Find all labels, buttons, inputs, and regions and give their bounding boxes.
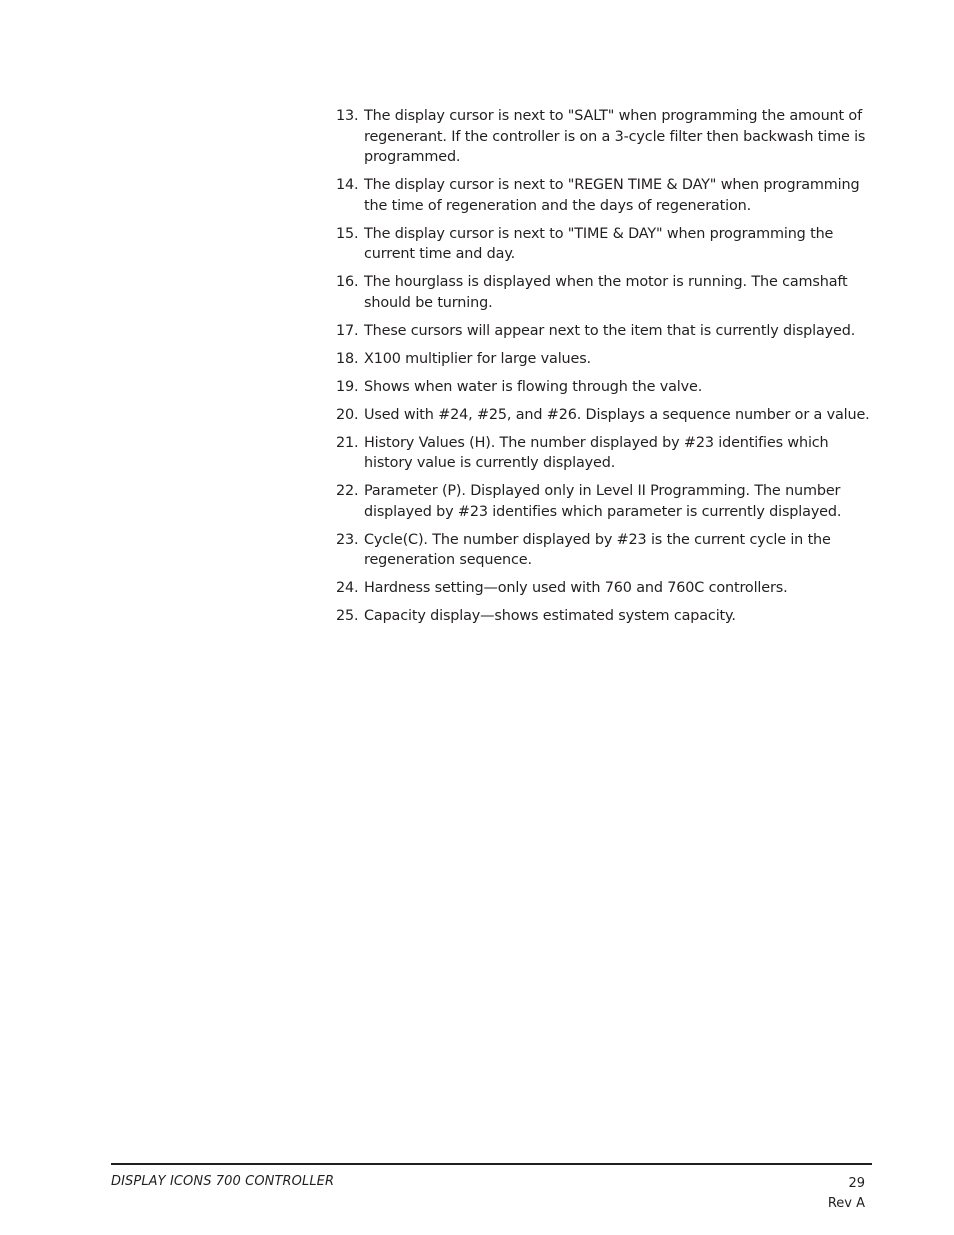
item-text: The hourglass is displayed when the motor is running. The camshaft should be turning. [364,274,848,311]
item-number: 16. [336,274,359,290]
list-item [336,175,870,216]
list-item [336,530,870,571]
list-item [336,349,870,370]
list-item [336,405,870,426]
list-item [336,272,870,313]
item-number: 15. [336,225,359,242]
item-number: 14. [336,177,359,193]
list-item [336,224,870,265]
item-text: The display cursor is next to "TIME & DAY" when programming the current time and day. [364,225,834,262]
list-item [336,377,870,398]
item-number: 20. [336,406,359,423]
item-number: 19. [336,378,359,395]
item-text: Capacity display—shows estimated system capacity. [364,608,736,624]
list-item [336,578,870,599]
item-text: Used with #24, #25, and #26. Displays a sequence number or a value. [364,406,870,423]
item-number: 24. [336,580,359,596]
item-number: 25. [336,608,359,624]
numbered-list [336,106,870,634]
item-number: 18. [336,350,359,367]
item-text: The display cursor is next to "SALT" when programming the amount of regenerant. If the controller is on a 3-cycle filter then backwash time is programmed. [364,108,866,165]
list-item [336,106,870,168]
footer-title: DISPLAY ICONS 700 CONTROLLER [111,1174,335,1189]
item-text: Cycle(C). The number displayed by #23 is the current cycle in the regeneration sequence. [364,531,831,568]
item-number: 23. [336,531,359,548]
item-text: History Values (H). The number displayed by #23 identifies which history value is currently displayed. [364,434,829,471]
footer-page-info [828,1174,865,1214]
item-text: Hardness setting—only used with 760 and 760C controllers. [364,580,788,596]
page-number: 29 [848,1176,865,1191]
revision-label: Rev A [827,1196,865,1211]
item-number: 22. [336,483,359,499]
list-item [336,433,870,474]
item-number: 21. [336,434,359,451]
item-text: Shows when water is flowing through the valve. [364,378,703,395]
item-text: Parameter (P). Displayed only in Level II Programming. The number displayed by #23 identifies which parameter is currently displayed. [364,483,842,520]
item-number: 17. [336,322,359,339]
item-text: X100 multiplier for large values. [364,350,591,367]
item-text: The display cursor is next to "REGEN TIME & DAY" when programming the time of regeneration and the days of regeneration. [364,177,860,214]
item-text: These cursors will appear next to the item that is currently displayed. [364,322,856,339]
footer-divider [111,1163,872,1165]
list-item [336,481,870,522]
list-item [336,321,870,342]
item-number: 13. [336,108,359,124]
list-item [336,606,870,627]
